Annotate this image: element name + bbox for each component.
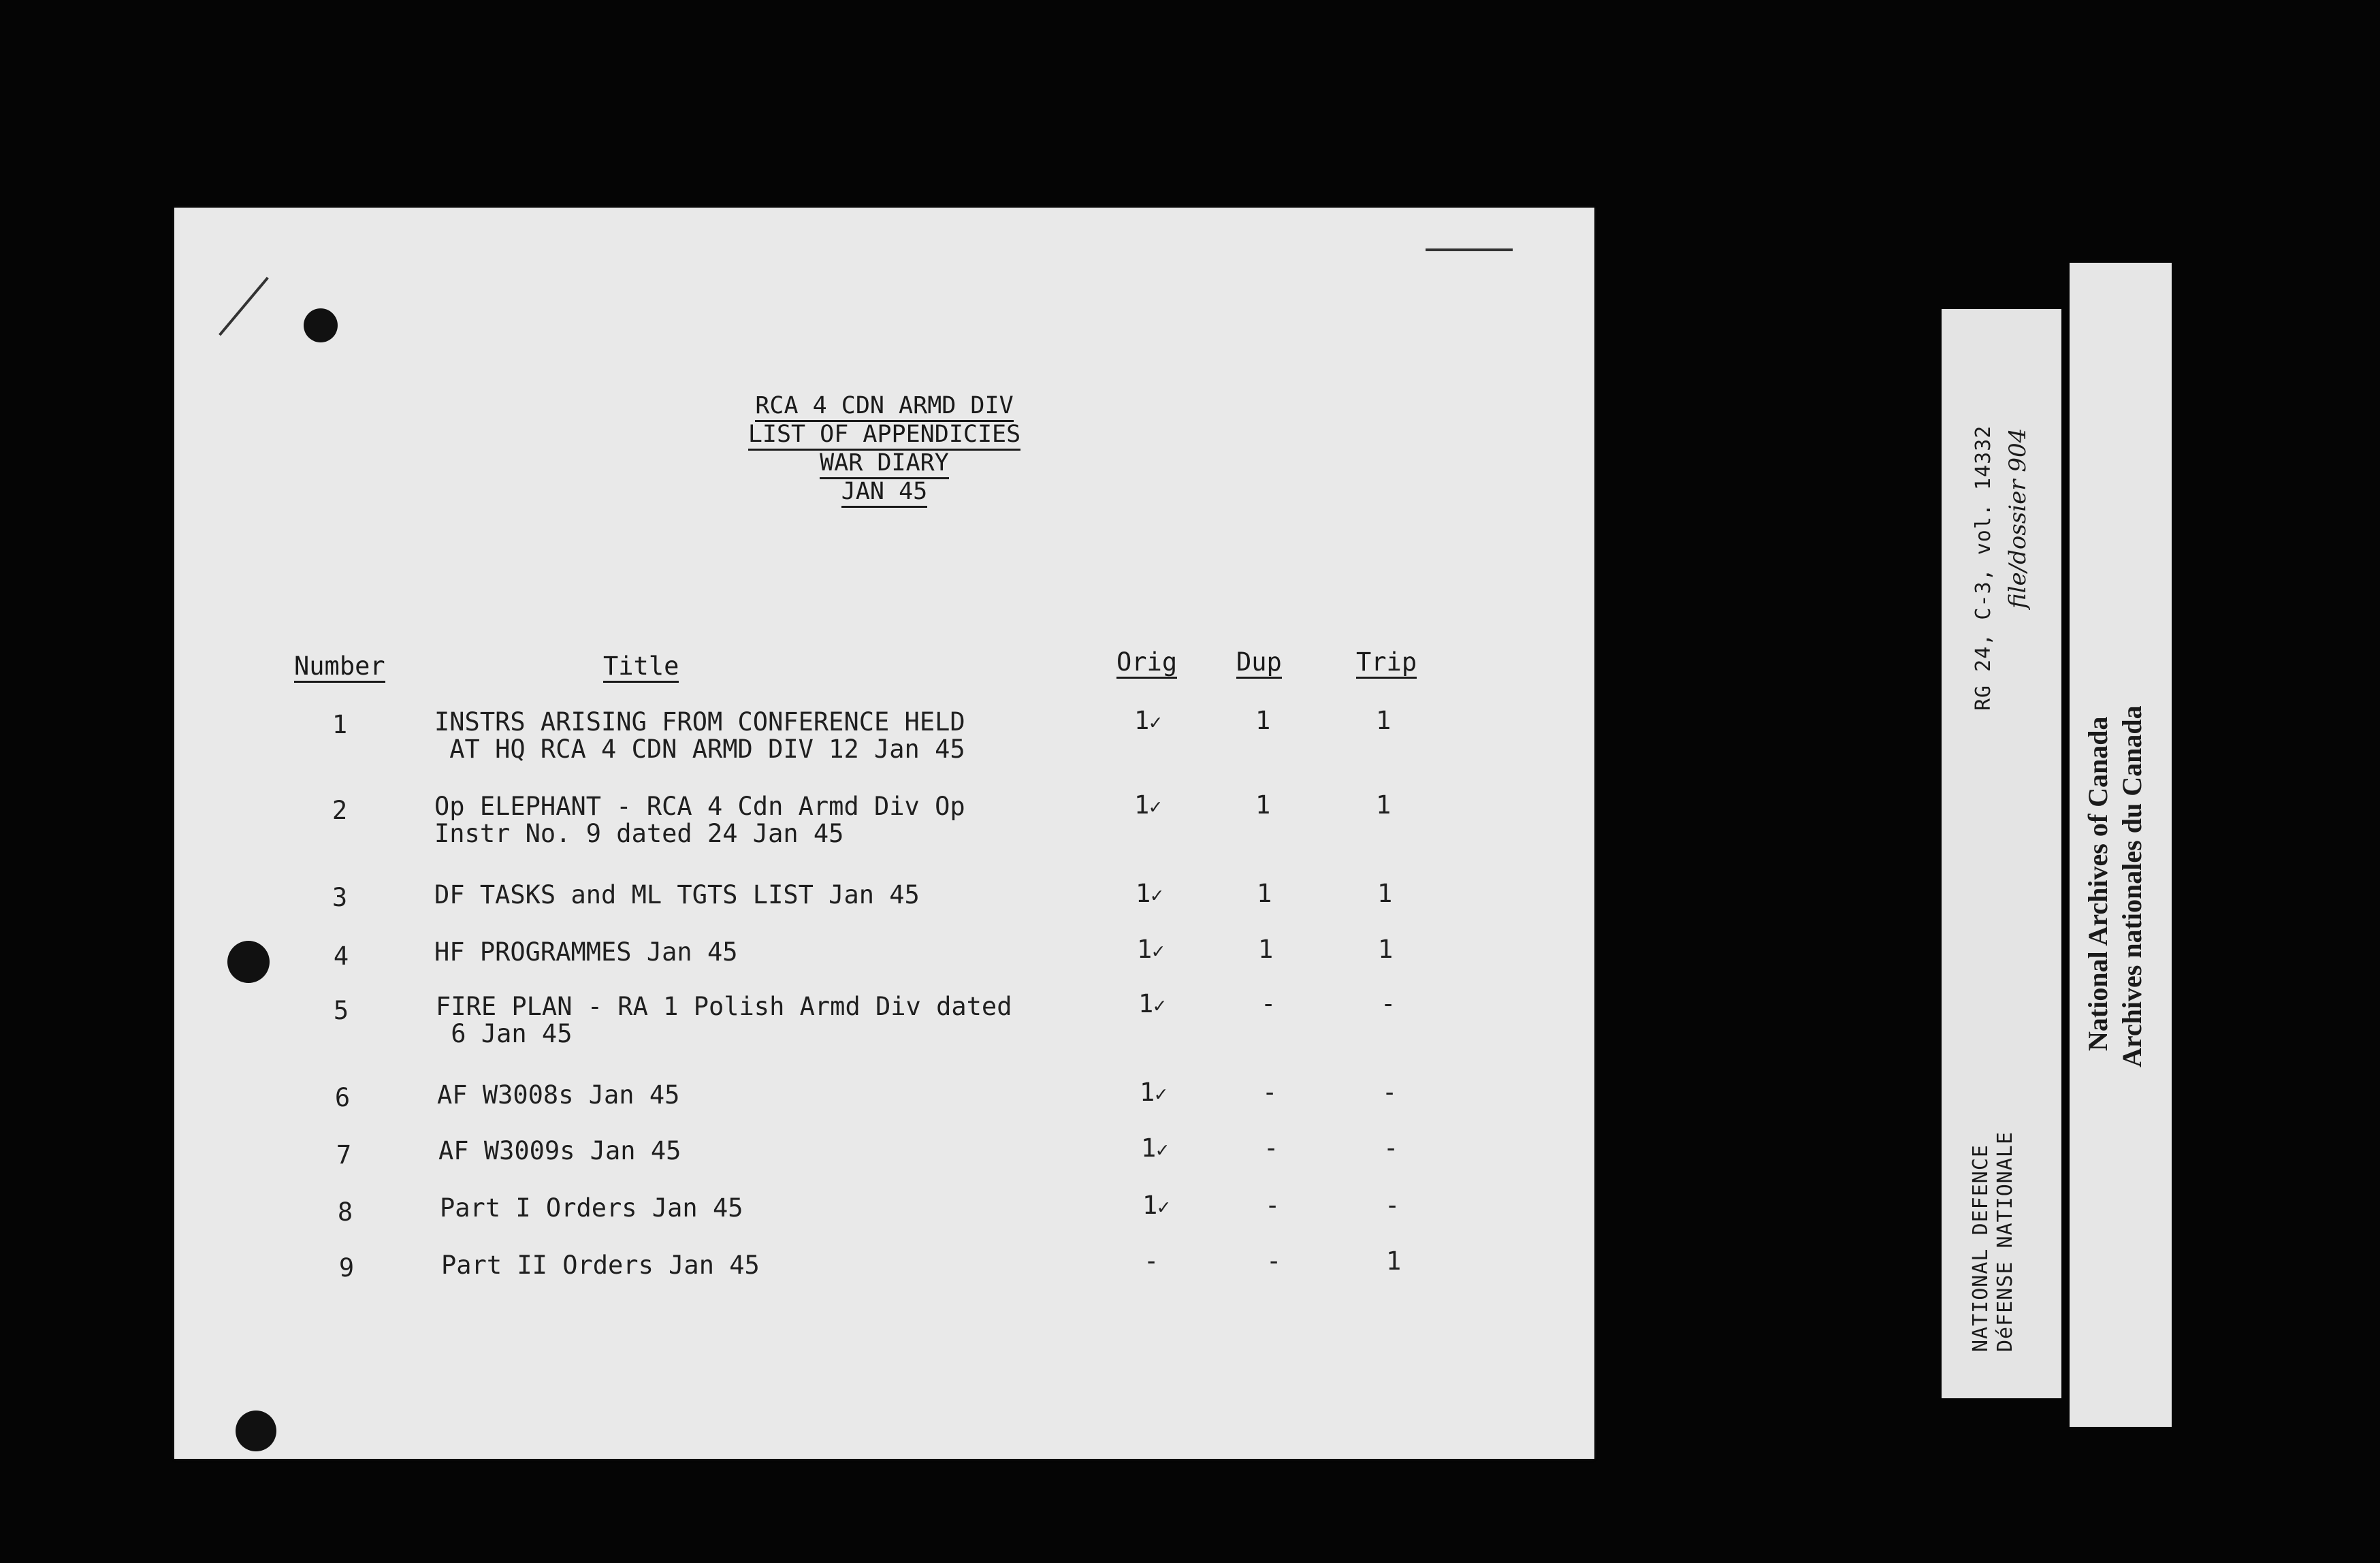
check-mark-icon: ✓ (1155, 1082, 1168, 1106)
row-orig: 1✓ (1142, 1191, 1170, 1220)
archives-name-en: National Archives of Canada (2082, 716, 2113, 1051)
column-header-dup: Dup (1236, 647, 1282, 677)
row-trip: 1 (1376, 706, 1392, 735)
column-header-number: Number (294, 651, 385, 681)
row-number: 3 (332, 883, 348, 912)
row-orig: 1✓ (1141, 1133, 1169, 1163)
row-title: Part II Orders Jan 45 (441, 1251, 760, 1280)
row-number: 4 (333, 941, 349, 971)
row-number: 8 (337, 1197, 353, 1227)
row-dup: 1 (1255, 790, 1271, 820)
row-dup: - (1261, 989, 1276, 1018)
file-dossier-number: file/dossier 904 (2004, 428, 2031, 609)
row-orig: - (1144, 1246, 1159, 1276)
row-trip: - (1383, 1133, 1399, 1163)
row-dup: - (1266, 1246, 1282, 1276)
check-mark-icon: ✓ (1153, 994, 1166, 1018)
row-title: AF W3009s Jan 45 (438, 1136, 681, 1165)
dept-label-fr: DéFENSE NATIONALE (1993, 1131, 2017, 1352)
row-trip: - (1381, 989, 1396, 1018)
row-title: Op ELEPHANT - RCA 4 Cdn Armd Div Op Instr No. 9 dated 24 Jan 45 (434, 792, 965, 848)
row-orig: 1✓ (1134, 706, 1162, 735)
row-orig: 1✓ (1134, 790, 1162, 820)
row-dup: 1 (1255, 706, 1271, 735)
punch-hole-bottom (236, 1411, 276, 1451)
row-trip: 1 (1378, 935, 1394, 964)
archive-reference: RG 24, C-3, vol. 14332 (1972, 425, 1995, 711)
document-page (174, 208, 1594, 1459)
row-title: INSTRS ARISING FROM CONFERENCE HELD AT HQ RCA 4 CDN ARMD DIV 12 Jan 45 (434, 707, 965, 764)
row-orig: 1✓ (1140, 1078, 1168, 1107)
row-number: 1 (332, 710, 348, 739)
check-mark-icon: ✓ (1157, 1195, 1170, 1219)
row-title: AF W3008s Jan 45 (437, 1080, 680, 1110)
punch-hole-middle (227, 941, 270, 983)
check-mark-icon: ✓ (1149, 795, 1162, 819)
archives-name-fr: Archives nationales du Canada (2117, 705, 2147, 1067)
pencil-mark (219, 277, 269, 336)
dept-label-en: NATIONAL DEFENCE (1969, 1144, 1993, 1352)
row-title: FIRE PLAN - RA 1 Polish Armd Div dated 6 Jan 45 (436, 992, 1012, 1048)
row-trip: 1 (1377, 879, 1393, 908)
row-title: Part I Orders Jan 45 (440, 1193, 743, 1223)
row-trip: 1 (1376, 790, 1392, 820)
row-dup: - (1265, 1191, 1281, 1220)
column-header-orig: Orig (1116, 647, 1177, 677)
row-orig: 1✓ (1137, 935, 1165, 964)
check-mark-icon: ✓ (1151, 884, 1163, 907)
row-number: 9 (338, 1253, 355, 1283)
row-dup: 1 (1258, 935, 1274, 964)
check-mark-icon: ✓ (1152, 939, 1165, 963)
heading-unit: RCA 4 CDN ARMD DIV (174, 391, 1594, 420)
row-number: 7 (336, 1140, 352, 1170)
row-dup: 1 (1257, 879, 1272, 908)
row-title: HF PROGRAMMES Jan 45 (434, 937, 738, 967)
column-header-title: Title (603, 651, 679, 681)
archive-reference-strip (1942, 309, 2061, 1398)
row-trip: - (1382, 1078, 1398, 1107)
punch-hole-top (304, 308, 338, 342)
heading-war-diary: WAR DIARY (174, 449, 1594, 477)
row-dup: - (1262, 1078, 1278, 1107)
check-mark-icon: ✓ (1156, 1138, 1169, 1162)
dash-mark (1426, 248, 1513, 251)
row-dup: - (1264, 1133, 1279, 1163)
row-number: 2 (332, 796, 348, 825)
row-number: 5 (333, 996, 349, 1025)
row-number: 6 (334, 1083, 351, 1112)
row-orig: 1✓ (1136, 879, 1163, 908)
row-title: DF TASKS and ML TGTS LIST Jan 45 (434, 880, 920, 909)
heading-month: JAN 45 (174, 477, 1594, 506)
heading-list: LIST OF APPENDICIES (174, 420, 1594, 449)
check-mark-icon: ✓ (1149, 711, 1162, 735)
archives-canada-strip (2070, 263, 2172, 1427)
row-trip: - (1385, 1191, 1400, 1220)
row-orig: 1✓ (1138, 989, 1166, 1018)
column-header-trip: Trip (1356, 647, 1417, 677)
row-trip: 1 (1386, 1246, 1402, 1276)
